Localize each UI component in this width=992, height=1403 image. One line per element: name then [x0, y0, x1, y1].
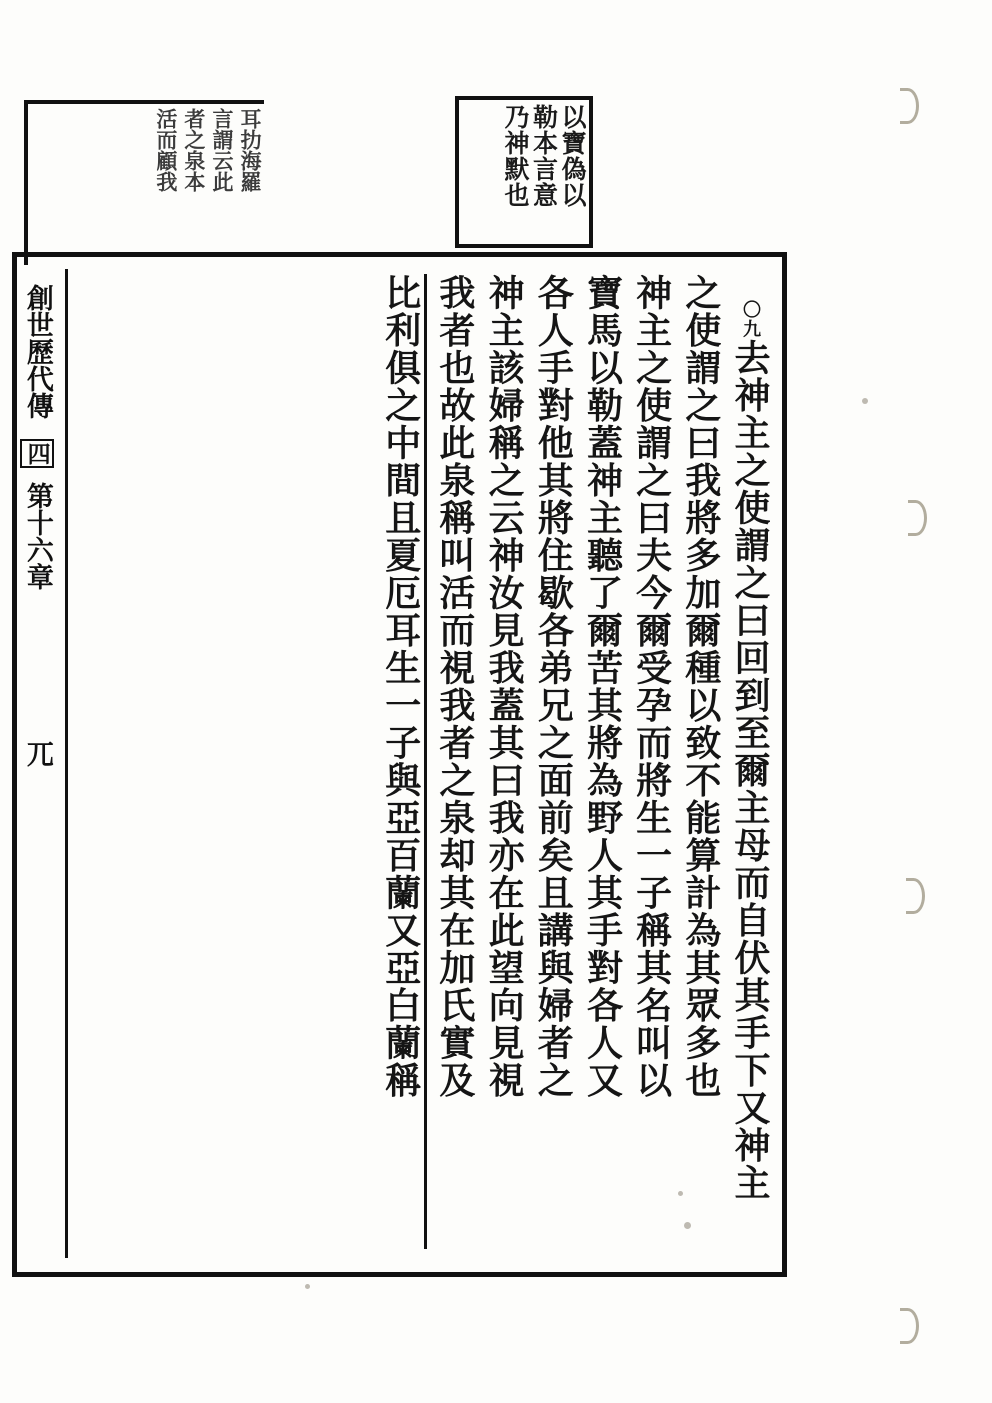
paper-speckle	[305, 1284, 310, 1289]
binding-hole-mark	[900, 1308, 919, 1344]
text-column: 寶馬以勒蓋神主聽了爾苦其將為野人其手對各人又	[581, 274, 624, 1099]
book-title: 創世歷代傳	[21, 284, 53, 419]
text-column: 各人手對他其將住歇各弟兄之面前矣且講與婦者之	[532, 274, 575, 1099]
text-column: 我者也故此泉稱叫活而視我者之泉却其在加氏實及	[433, 274, 476, 1099]
header-note-column: 勒本言意	[529, 104, 559, 208]
margin-note-column: 者之泉本	[181, 108, 207, 192]
page-marker: 〇九	[740, 300, 761, 339]
margin-note-column: 活而顧我	[153, 108, 179, 192]
header-note-column: 乃神默也	[501, 104, 530, 208]
header-note-box	[455, 96, 593, 248]
text-column: 神主該婦稱之云神汝見我蓋其曰我亦在此望向見視	[483, 274, 526, 1099]
binding-hole-mark	[908, 500, 927, 536]
volume-mark: 四	[20, 439, 53, 468]
body-text	[62, 266, 777, 1261]
text-column: 比利俱之中間且夏厄耳生一子與亞百蘭又亞白蘭稱	[379, 274, 427, 1249]
margin-note-column: 耳扐海羅	[238, 108, 263, 192]
text-column: 之使謂之曰我將多加爾種以致不能算計為其眾多也	[679, 274, 722, 1099]
text-column-content: 去神主之使謂之曰回到至爾主母而自伏其手下又神主	[729, 339, 771, 1202]
binding-hole-mark	[906, 878, 925, 914]
text-column	[728, 274, 771, 1275]
header-note-column: 以寶偽以	[558, 104, 587, 208]
margin-note-block	[24, 100, 264, 265]
margin-note-column: 言謂云此	[209, 108, 235, 192]
page-number: 兀	[21, 740, 53, 767]
text-column: 神主之使謂之曰夫今爾受孕而將生一子稱其名叫以	[630, 274, 673, 1099]
binding-hole-mark	[900, 88, 919, 124]
spine-column	[14, 262, 60, 1267]
paper-speckle	[862, 398, 868, 404]
chapter-label: 第十六章	[21, 482, 53, 590]
